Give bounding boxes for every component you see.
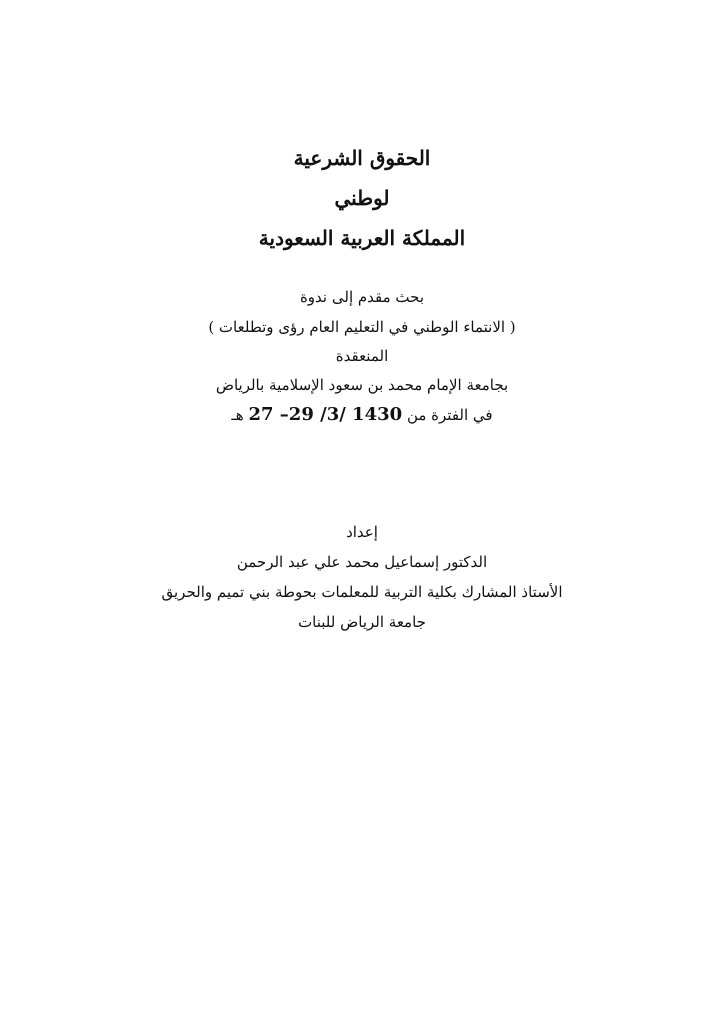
author-affiliation: جامعة الرياض للبنات	[298, 613, 426, 631]
title-line-1: الحقوق الشرعية	[293, 146, 431, 170]
prepared-by-label: إعداد	[346, 523, 378, 541]
symposium-held: المنعقدة	[335, 347, 389, 365]
period-dates: 27 –29 /3/ 1430	[248, 404, 403, 425]
author-name: الدكتور إسماعيل محمد علي عبد الرحمن	[236, 553, 488, 571]
symposium-intro: بحث مقدم إلى ندوة	[299, 288, 425, 306]
symposium-period	[0, 404, 724, 425]
symposium-venue: بجامعة الإمام محمد بن سعود الإسلامية بالرياض	[215, 376, 509, 394]
title-line-3: المملكة العربية السعودية	[258, 226, 466, 250]
period-prefix: في الفترة من	[406, 406, 493, 424]
period-suffix: هـ	[231, 406, 244, 424]
title-line-2: لوطني	[334, 186, 390, 210]
symposium-name: ( الانتماء الوطني في التعليم العام رؤى وتطلعات )	[208, 318, 516, 336]
author-position: الأستاذ المشارك بكلية التربية للمعلمات بحوطة بني تميم والحريق	[161, 583, 563, 601]
